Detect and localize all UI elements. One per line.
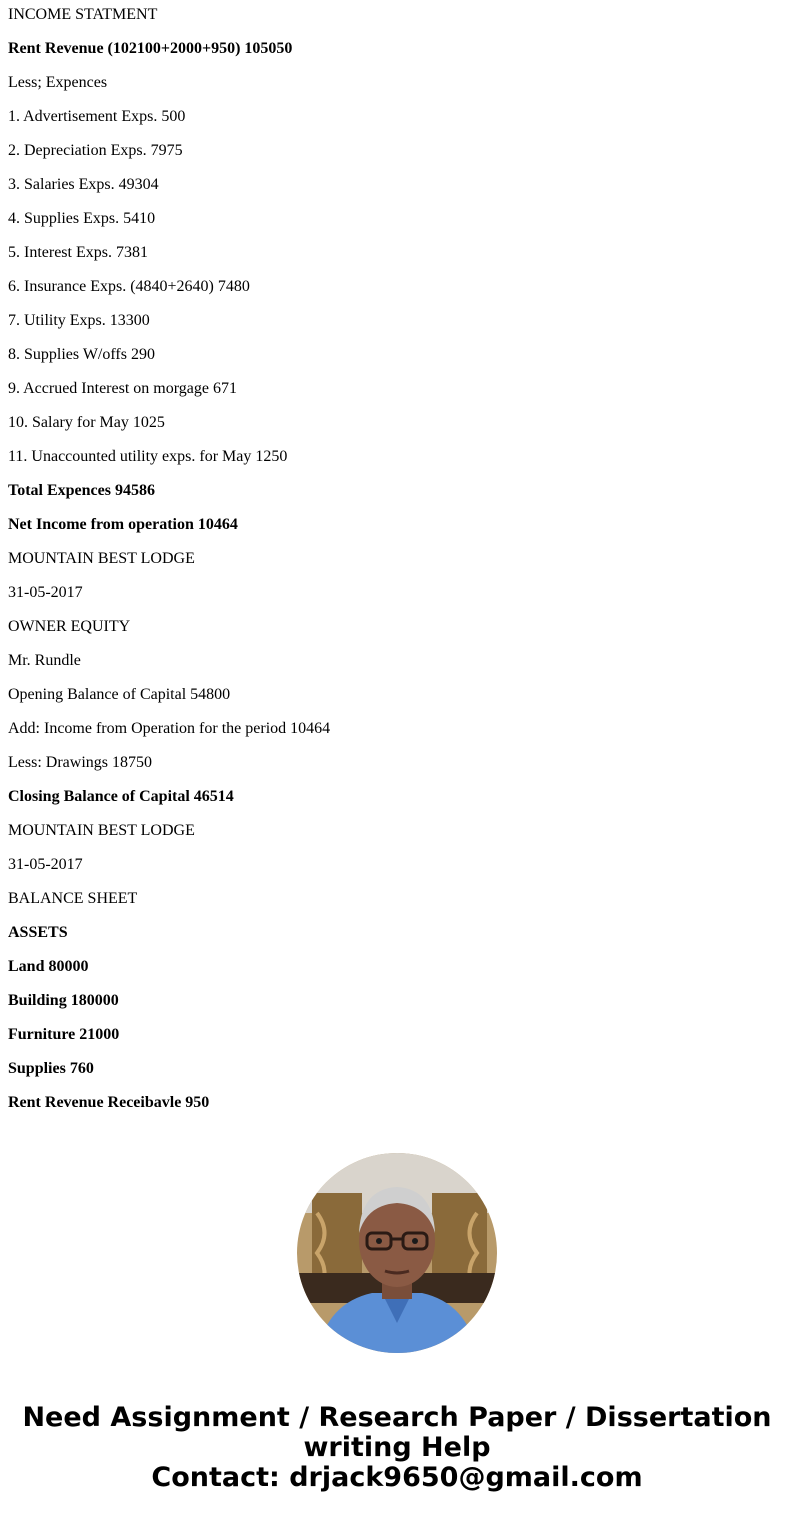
document-line: Closing Balance of Capital 46514 [8,788,234,805]
document-line: BALANCE SHEET [8,890,138,907]
document-line: 8. Supplies W/offs 290 [8,346,155,363]
document-line: MOUNTAIN BEST LODGE [8,550,195,567]
person-photo-avatar-icon [297,1153,497,1353]
document-line: ASSETS [8,924,68,941]
document-line: 6. Insurance Exps. (4840+2640) 7480 [8,278,250,295]
document-line: Supplies 760 [8,1060,94,1077]
document-line: 10. Salary for May 1025 [8,414,165,431]
document-line: 3. Salaries Exps. 49304 [8,176,159,193]
document-line: INCOME STATMENT [8,6,158,23]
document-line: MOUNTAIN BEST LODGE [8,822,195,839]
document-line: 4. Supplies Exps. 5410 [8,210,156,227]
document-body [8,0,788,1128]
document-line: 31-05-2017 [8,856,83,873]
document-line: Total Expences 94586 [8,482,155,499]
document-line: 5. Interest Exps. 7381 [8,244,148,261]
document-line: 1. Advertisement Exps. 500 [8,108,186,125]
document-line: 9. Accrued Interest on morgage 671 [8,380,237,397]
document-line: Rent Revenue Receibavle 950 [8,1094,210,1111]
document-line: Net Income from operation 10464 [8,516,238,533]
document-line: Less; Expences [8,74,108,91]
document-line: OWNER EQUITY [8,618,131,635]
cta-line-2: writing Help [303,1432,491,1463]
document-line: Add: Income from Operation for the period 10464 [8,720,331,737]
document-line: Mr. Rundle [8,652,81,669]
document-line: 2. Depreciation Exps. 7975 [8,142,183,159]
contact-banner [0,1403,794,1493]
cta-line-1: Need Assignment / Research Paper / Dissertation [22,1402,772,1433]
document-line: Less: Drawings 18750 [8,754,152,771]
document-line: Furniture 21000 [8,1026,120,1043]
document-line: Building 180000 [8,992,119,1009]
document-line: Opening Balance of Capital 54800 [8,686,231,703]
document-line: 31-05-2017 [8,584,83,601]
document-line: 7. Utility Exps. 13300 [8,312,150,329]
document-line: 11. Unaccounted utility exps. for May 1250 [8,448,288,465]
avatar [297,1153,497,1353]
document-line: Land 80000 [8,958,89,975]
cta-contact-email[interactable]: Contact: drjack9650@gmail.com [151,1462,643,1493]
document-line: Rent Revenue (102100+2000+950) 105050 [8,40,293,57]
